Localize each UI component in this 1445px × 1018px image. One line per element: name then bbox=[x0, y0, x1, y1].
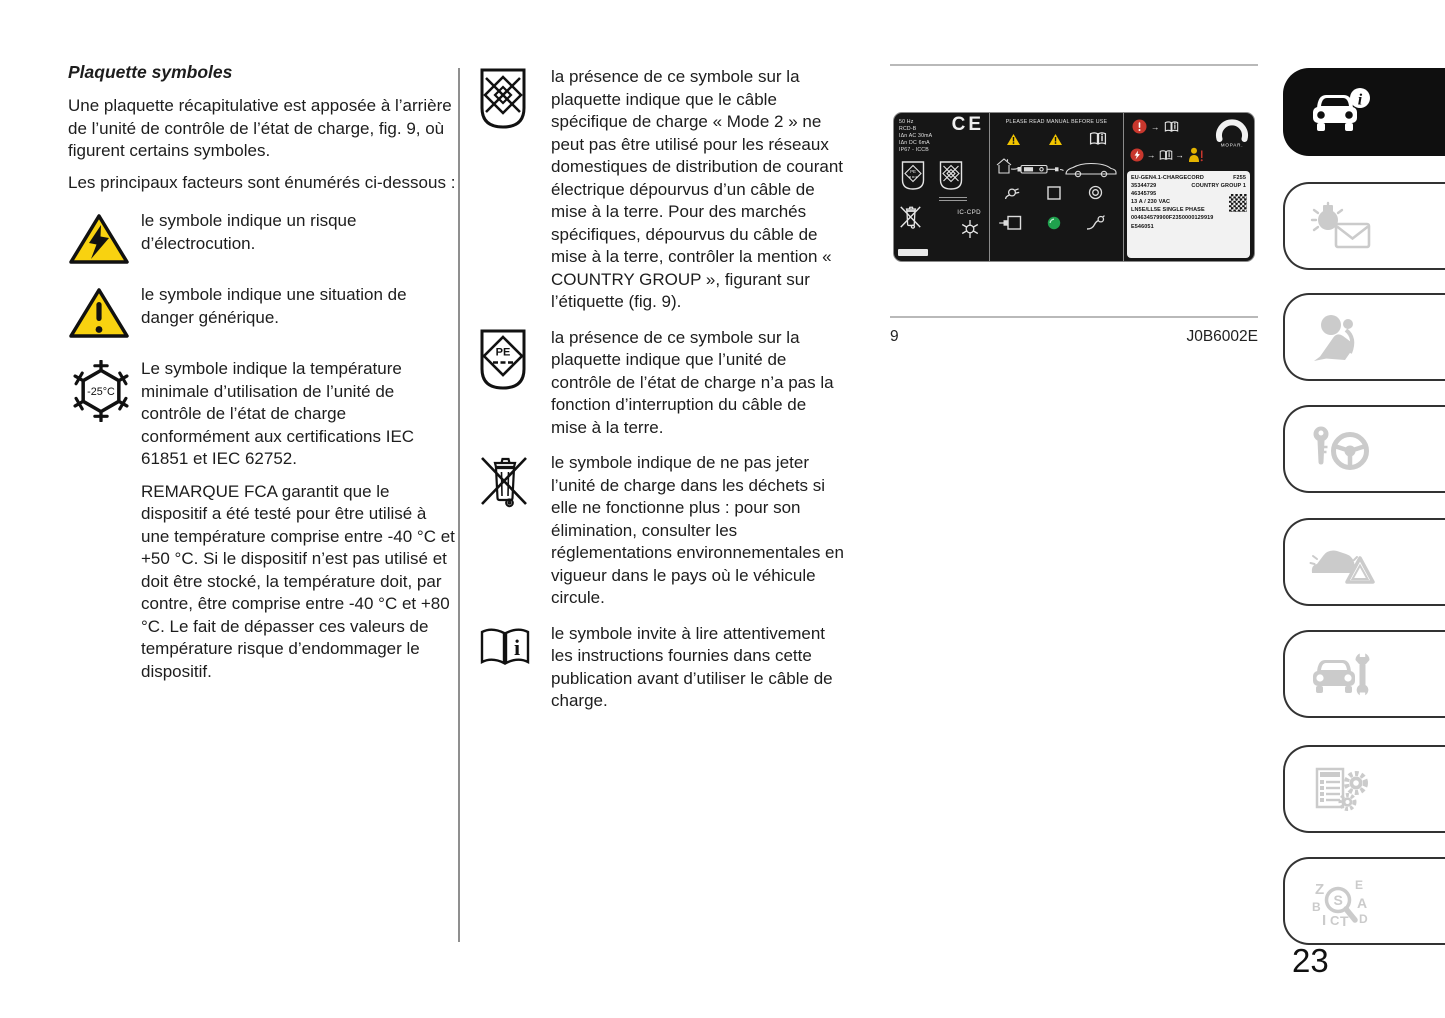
qualified-person-icon bbox=[1187, 147, 1204, 163]
list-item bbox=[478, 66, 846, 314]
list-item bbox=[68, 210, 458, 271]
warning-light-message-icon bbox=[1309, 201, 1371, 251]
label-panel-usage bbox=[990, 113, 1124, 261]
svg-text:B: B bbox=[1312, 900, 1321, 914]
ic-cpd-text: IC-CPD bbox=[957, 209, 981, 216]
connector-icons-row bbox=[1004, 185, 1103, 200]
list-item-text: le symbole invite à lire attentivement les instructions fournies dans cette publication avant d’utiliser le câble de charge. bbox=[551, 623, 833, 710]
list-item-text: la présence de ce symbole sur la plaquette indique que le câble spécifique de charge « Mode 2 » ne peut pas être utilisé pour les réseaux domestiques de distribution de courant électrique dépourvus d’un câble de mise à la terre. Pour des marchés spécifiques, dépourvus du câble de mise à la terre, contrôler la mention « COUNTRY GROUP », figurant sur l’étiquette (fig. 9). bbox=[551, 67, 844, 311]
info-i-glyph: i bbox=[513, 634, 521, 660]
middle-column bbox=[478, 66, 846, 726]
list-item-text: le symbole indique un risque d’électrocution. bbox=[141, 211, 357, 253]
label-white-bar bbox=[898, 249, 928, 256]
list-item bbox=[478, 452, 846, 610]
pe-label: PE bbox=[495, 346, 511, 358]
list-item-text: le symbole indique de ne pas jeter l’unité de charge dans les déchets si elle ne fonctionne plus : pour son élimination, consulter les réglementations environnementales en vigueur dans le pays où le véhicule circule. bbox=[551, 453, 844, 607]
red-alert-circle-icon bbox=[1132, 119, 1147, 134]
house-chargecord-car-schematic bbox=[994, 155, 1120, 183]
figure-code: J0B6002E bbox=[1186, 328, 1258, 345]
list-item-text: Le symbole indique la température minimale d’utilisation de l’unité de contrôle de l’état de charge conformément aux certifications IEC 61851 et IEC 62752. REMARQUE FCA garantit que le dispositif a été testé pour être utilisé à une température comprise entre -40 °C et +50 °C. Si le dispositif n’est pas utilisé et doit être stocké, la température doit, par contre, être comprise entre -40 °C et +80 °C. Le fait de dépasser ces valeurs de température risque d’endommager le dispositif. bbox=[141, 359, 455, 681]
section-heading: Plaquette symboles bbox=[68, 62, 233, 82]
paragraph: Les principaux facteurs sont énumérés ci-dessous : bbox=[68, 172, 456, 192]
page-number: 23 bbox=[1292, 942, 1329, 979]
charge-unit-label-image bbox=[893, 112, 1255, 262]
list-item bbox=[478, 623, 846, 713]
read-manual-book-icon bbox=[1089, 132, 1107, 146]
svg-text:PE: PE bbox=[910, 169, 916, 175]
read-manual-book-icon bbox=[1164, 121, 1179, 133]
read-manual-book-icon bbox=[1159, 150, 1173, 161]
svg-text:A: A bbox=[1357, 895, 1368, 911]
warning-triangle-icon bbox=[1006, 133, 1021, 146]
pe-shield-icon bbox=[901, 161, 925, 190]
car-wrench-icon bbox=[1309, 649, 1371, 699]
qr-code bbox=[1229, 194, 1247, 212]
figure-rule bbox=[890, 64, 1258, 66]
svg-text:i: i bbox=[1357, 91, 1363, 109]
no-earth-shield-icon bbox=[939, 161, 963, 190]
red-bolt-circle-icon bbox=[1130, 148, 1144, 162]
tab-starting-driving[interactable] bbox=[1283, 405, 1445, 493]
list-item bbox=[478, 327, 846, 440]
tab-index[interactable] bbox=[1283, 857, 1445, 945]
arrow-icon: → bbox=[1147, 150, 1156, 160]
key-steering-wheel-icon bbox=[1309, 424, 1371, 474]
figure-9 bbox=[890, 60, 1258, 360]
electric-shock-warning-icon bbox=[68, 210, 141, 271]
warning-triangle-icon bbox=[1048, 133, 1063, 146]
arrow-icon: → bbox=[1175, 150, 1184, 160]
tab-safety[interactable] bbox=[1283, 293, 1445, 381]
airbag-safety-icon bbox=[1309, 312, 1367, 362]
pe-shield-icon bbox=[478, 327, 551, 440]
socket-icon bbox=[1088, 185, 1103, 200]
tab-warning-lights[interactable] bbox=[1283, 182, 1445, 270]
car-info-icon bbox=[1309, 87, 1371, 137]
svg-text:I: I bbox=[1322, 912, 1327, 927]
alert-read-manual-row bbox=[1132, 119, 1179, 134]
square-icon bbox=[1047, 186, 1061, 200]
tab-servicing[interactable] bbox=[1283, 630, 1445, 718]
svg-text:D: D bbox=[1359, 912, 1368, 926]
warning-icons-row bbox=[1006, 132, 1107, 146]
tab-vehicle-info[interactable] bbox=[1283, 68, 1445, 156]
left-column bbox=[68, 62, 458, 706]
column-divider bbox=[458, 68, 460, 942]
read-manual-book-icon bbox=[478, 623, 551, 713]
product-info-box: EU-GEN4.1-CHARGECORD F255 35344729 COUNTRY GROUP 1 46345795 13 A / 230 VAC LN5E/LL5E SINGLE PHASE 004634579900F2350000129919 E546051 bbox=[1127, 171, 1250, 258]
ce-mark: CE bbox=[951, 114, 984, 135]
tab-technical-data[interactable] bbox=[1283, 745, 1445, 833]
list-item bbox=[68, 358, 458, 693]
label-panel-ratings bbox=[894, 113, 990, 261]
electric-alert-person-row bbox=[1130, 147, 1204, 163]
svg-text:T: T bbox=[1340, 913, 1349, 927]
no-waste-bin-icon bbox=[478, 452, 551, 610]
arrow-icon: → bbox=[1151, 121, 1160, 132]
electrical-specs: 50 Hz RCD-B IΔn AC 30mA IΔn DC 6mA IP67 - ICCB bbox=[899, 119, 933, 153]
shield-symbols bbox=[901, 161, 963, 190]
charging-icons-row bbox=[998, 215, 1105, 231]
green-status-dot bbox=[1047, 216, 1061, 230]
svg-text:E: E bbox=[1355, 878, 1364, 892]
mopar-logo bbox=[1214, 115, 1250, 153]
figure-number: 9 bbox=[890, 328, 899, 345]
list-item-text: la présence de ce symbole sur la plaquette indique que l’unité de contrôle de l’état de charge n’a pas la fonction d’interruption du câble de mise à la terre. bbox=[551, 327, 834, 437]
figure-caption bbox=[890, 328, 1258, 346]
plug-icon bbox=[1004, 186, 1020, 200]
svg-text:Z: Z bbox=[1315, 881, 1325, 898]
tab-emergency[interactable] bbox=[1283, 518, 1445, 606]
no-waste-bin-icon bbox=[899, 203, 922, 236]
spec-sheet-gears-icon bbox=[1309, 764, 1371, 814]
plug-in-box-icon bbox=[998, 215, 1022, 231]
min-temperature-snowflake-icon bbox=[68, 358, 141, 693]
generic-danger-warning-icon bbox=[68, 284, 141, 345]
paragraph: Une plaquette récapitulative est apposée à l’arrière de l’unité de contrôle de l’état de charge, fig. 9, où figurent certains symboles. bbox=[68, 96, 452, 160]
svg-text:C: C bbox=[1330, 913, 1340, 927]
symbol-list bbox=[68, 210, 458, 693]
label-panel-id bbox=[1124, 113, 1253, 261]
shield-caption-lines bbox=[939, 195, 967, 203]
list-item bbox=[68, 284, 458, 345]
list-item-text: le symbole indique une situation de danger générique. bbox=[141, 285, 407, 327]
read-manual-warning-text: PLEASE READ MANUAL BEFORE USE bbox=[1005, 119, 1108, 125]
temperature-badge: -25°C bbox=[87, 385, 115, 398]
charge-cable-icon bbox=[1085, 215, 1105, 231]
svg-text:MOPAR.: MOPAR. bbox=[1220, 142, 1244, 148]
breakdown-warning-triangle-icon bbox=[1309, 537, 1375, 587]
alphabetical-index-search-icon bbox=[1309, 875, 1371, 927]
figure-rule bbox=[890, 316, 1258, 318]
svg-text:S: S bbox=[1333, 892, 1343, 908]
snowflake-icon bbox=[960, 219, 980, 244]
no-earth-cable-shield-icon bbox=[478, 66, 551, 314]
